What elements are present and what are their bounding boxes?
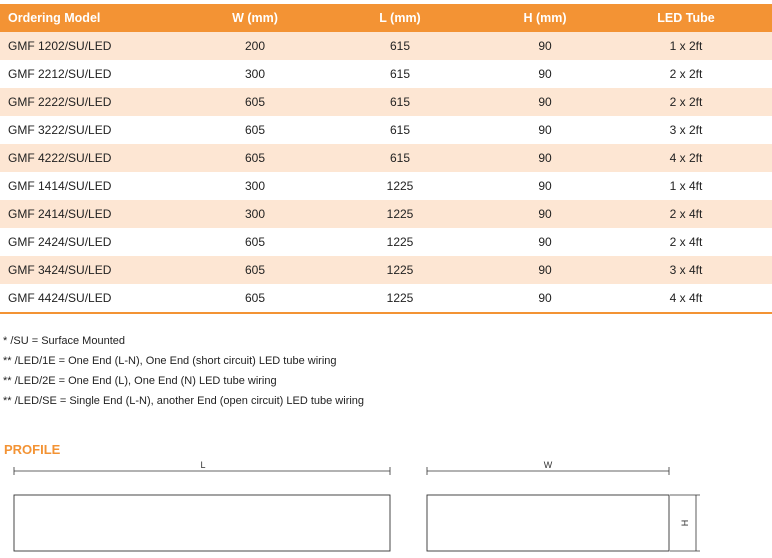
table-row (0, 172, 772, 200)
cell-model: GMF 2414/SU/LED (8, 207, 112, 221)
header-length: L (mm) (379, 11, 421, 25)
cell-height: 90 (538, 123, 552, 137)
table-body (0, 32, 772, 312)
table-bottom-rule (0, 312, 772, 314)
cell-length: 615 (389, 123, 411, 137)
cell-height: 90 (538, 263, 552, 277)
cell-height: 90 (538, 291, 552, 305)
cell-width: 605 (244, 95, 266, 109)
table-row (0, 88, 772, 116)
header-width: W (mm) (232, 11, 278, 25)
cell-led-tube: 4 x 2ft (669, 151, 703, 165)
cell-width: 605 (244, 151, 266, 165)
cell-length: 615 (389, 151, 411, 165)
cell-width: 300 (244, 207, 266, 221)
cell-length: 1225 (386, 207, 414, 221)
profile-title: PROFILE (4, 442, 61, 457)
table-row (0, 60, 772, 88)
table-row (0, 32, 772, 60)
cell-model: GMF 4222/SU/LED (8, 151, 112, 165)
cell-height: 90 (538, 95, 552, 109)
cell-height: 90 (538, 235, 552, 249)
cell-model: GMF 2424/SU/LED (8, 235, 112, 249)
cell-width: 200 (244, 39, 266, 53)
profile-drawing (0, 455, 772, 558)
cell-width: 605 (244, 123, 266, 137)
cell-width: 605 (244, 291, 266, 305)
note-led-se: ** /LED/SE = Single End (L-N), another End (open circuit) LED tube wiring (3, 395, 365, 407)
cell-length: 1225 (386, 235, 414, 249)
cell-led-tube: 2 x 4ft (669, 207, 703, 221)
cell-height: 90 (538, 67, 552, 81)
height-label: H (680, 519, 690, 527)
cell-height: 90 (538, 39, 552, 53)
table-row (0, 256, 772, 284)
ordering-table (0, 4, 772, 314)
note-led-1e: ** /LED/1E = One End (L-N), One End (short circuit) LED tube wiring (3, 355, 337, 367)
header-ordering-model: Ordering Model (8, 11, 101, 25)
cell-led-tube: 4 x 4ft (669, 291, 703, 305)
cell-model: GMF 4424/SU/LED (8, 291, 112, 305)
cell-height: 90 (538, 151, 552, 165)
cell-model: GMF 2212/SU/LED (8, 67, 112, 81)
cell-led-tube: 3 x 2ft (669, 123, 703, 137)
cell-led-tube: 1 x 4ft (669, 179, 703, 193)
cell-length: 1225 (386, 291, 414, 305)
cell-height: 90 (538, 207, 552, 221)
header-led-tube: LED Tube (657, 11, 715, 25)
cell-height: 90 (538, 179, 552, 193)
table-row (0, 144, 772, 172)
length-profile-box (14, 495, 390, 551)
cell-width: 605 (244, 263, 266, 277)
cell-length: 1225 (386, 179, 414, 193)
cell-led-tube: 2 x 4ft (669, 235, 703, 249)
table-row (0, 284, 772, 312)
width-profile-box (427, 495, 669, 551)
cell-model: GMF 1414/SU/LED (8, 179, 112, 193)
notes (3, 334, 364, 414)
header-height: H (mm) (523, 11, 567, 25)
cell-model: GMF 3222/SU/LED (8, 123, 112, 137)
note-led-2e: ** /LED/2E = One End (L), One End (N) LED tube wiring (3, 375, 277, 387)
table-row (0, 228, 772, 256)
width-label: W (543, 460, 553, 470)
cell-model: GMF 2222/SU/LED (8, 95, 112, 109)
cell-width: 300 (244, 179, 266, 193)
length-label: L (200, 460, 206, 470)
cell-length: 615 (389, 67, 411, 81)
cell-width: 605 (244, 235, 266, 249)
table-row (0, 116, 772, 144)
cell-model: GMF 1202/SU/LED (8, 39, 112, 53)
cell-width: 300 (244, 67, 266, 81)
cell-led-tube: 3 x 4ft (669, 263, 703, 277)
cell-model: GMF 3424/SU/LED (8, 263, 112, 277)
table-header (0, 4, 772, 32)
cell-led-tube: 2 x 2ft (669, 95, 703, 109)
cell-length: 1225 (386, 263, 414, 277)
cell-length: 615 (389, 39, 411, 53)
table-row (0, 200, 772, 228)
cell-led-tube: 1 x 2ft (669, 39, 703, 53)
cell-led-tube: 2 x 2ft (669, 67, 703, 81)
note-surface-mounted: * /SU = Surface Mounted (3, 335, 125, 347)
cell-length: 615 (389, 95, 411, 109)
